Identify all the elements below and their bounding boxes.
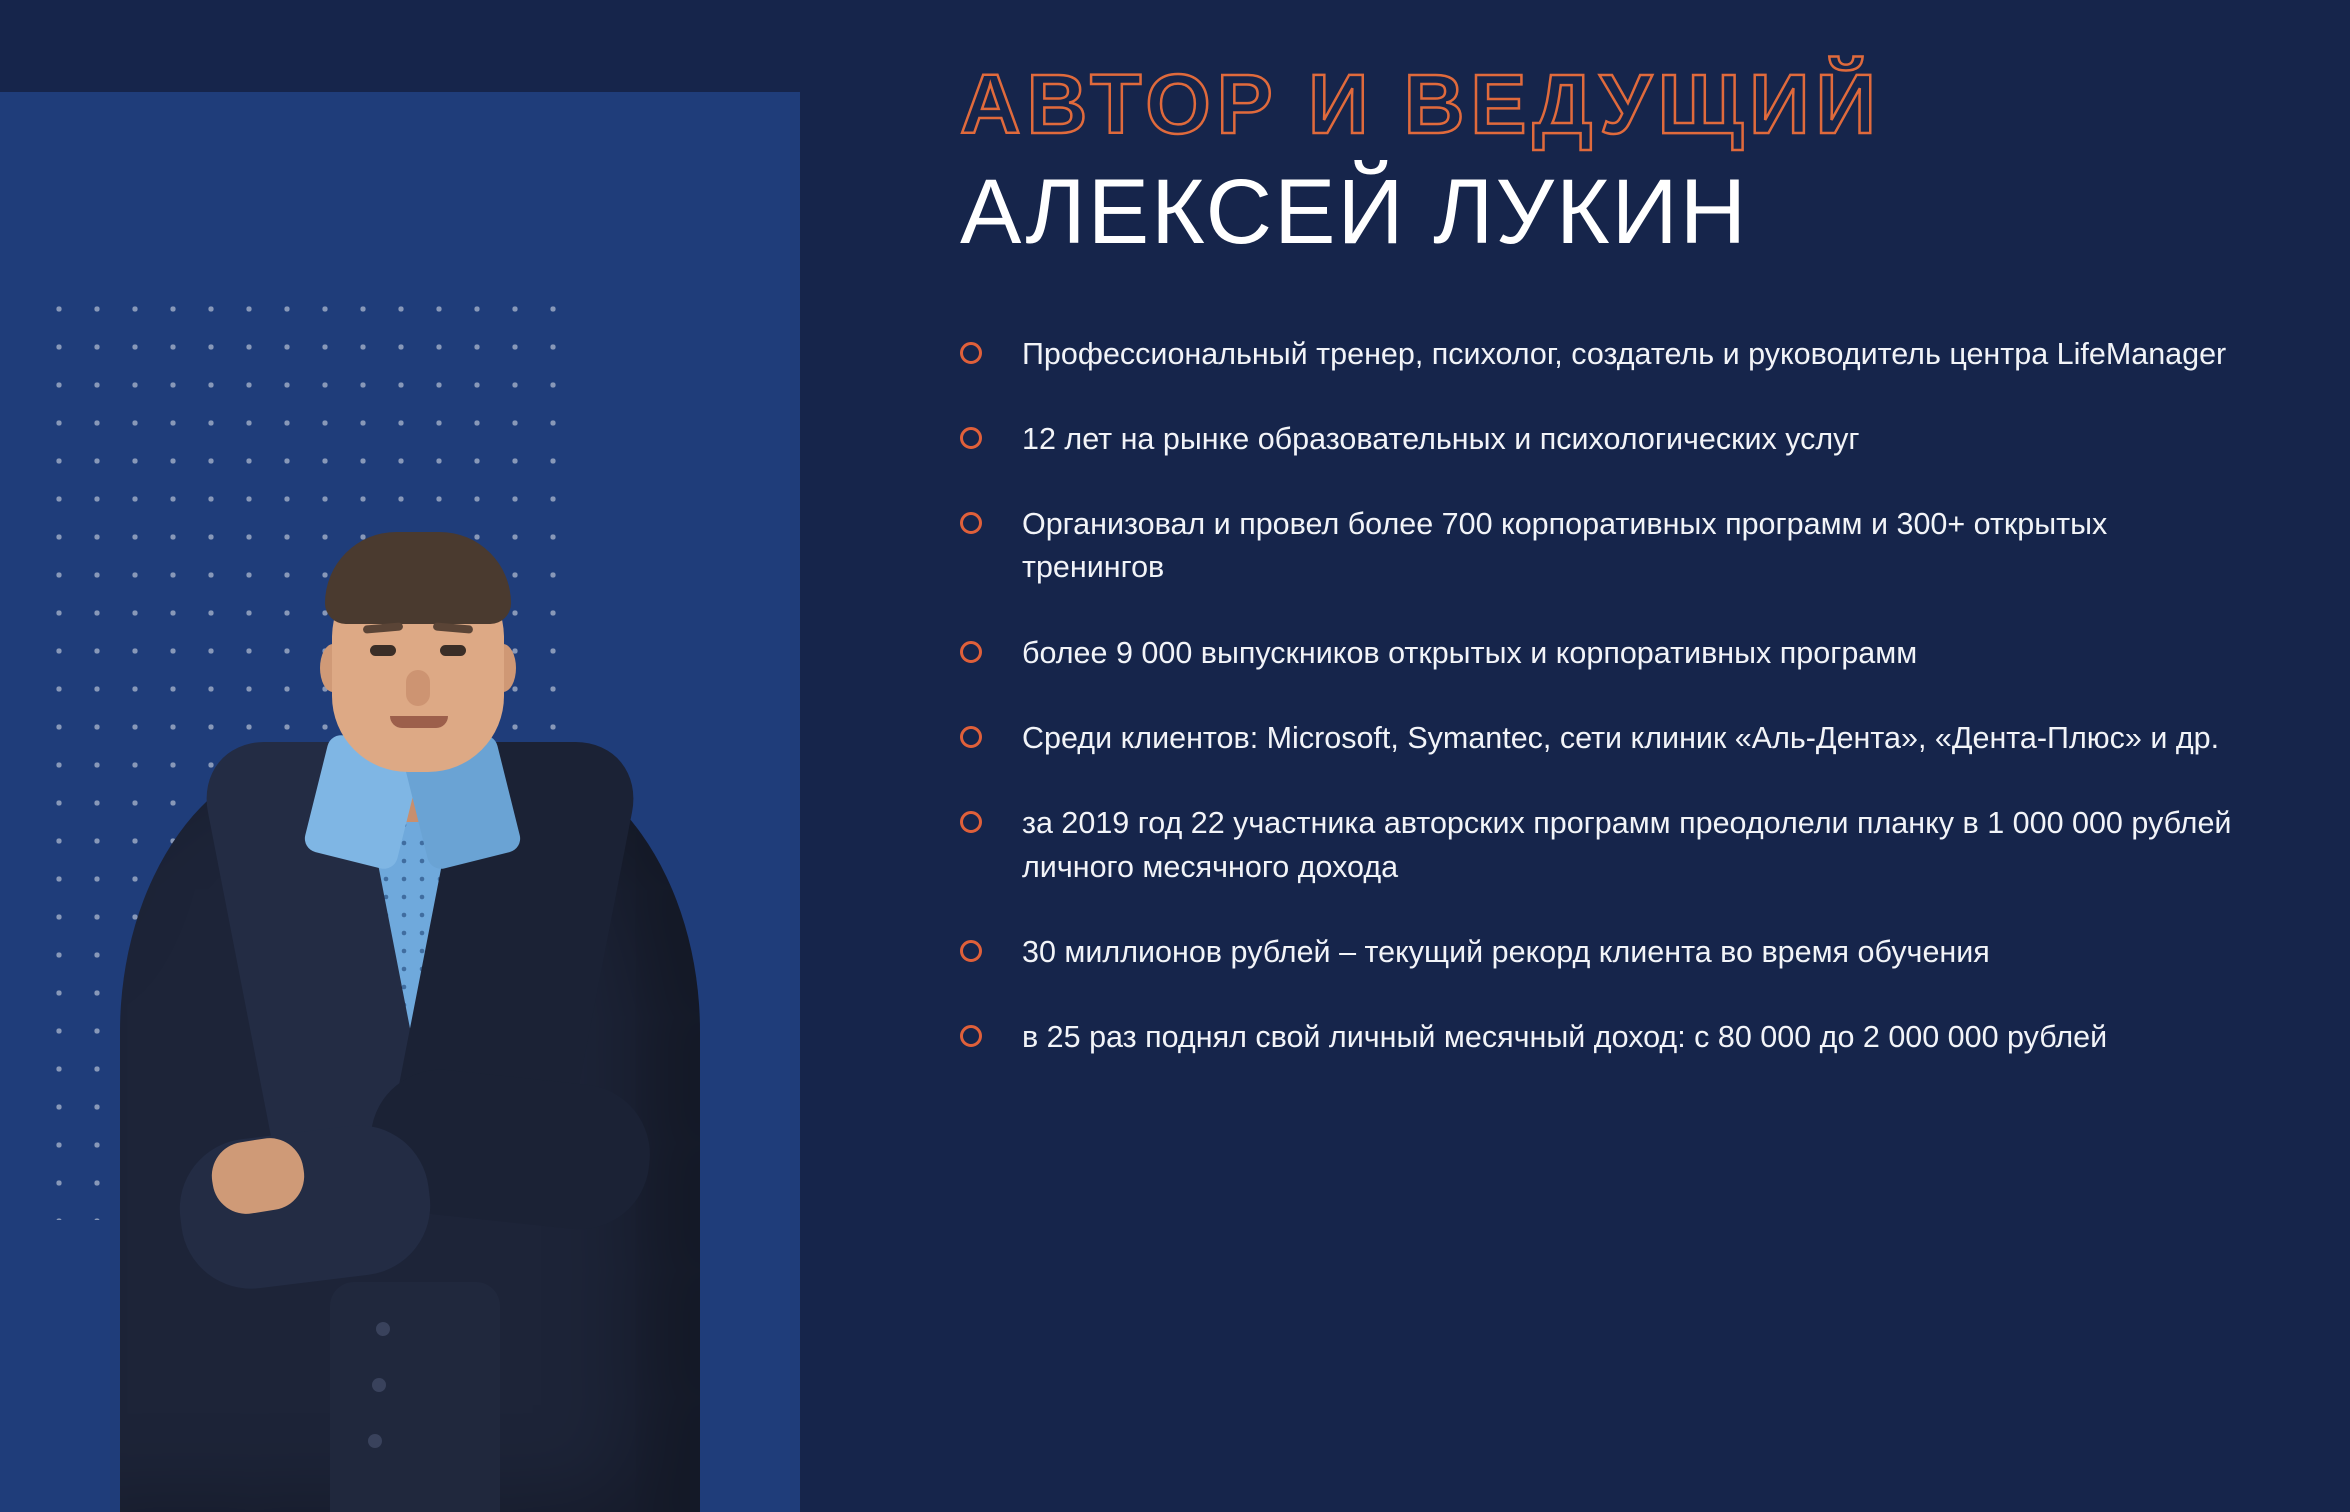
portrait-mouth <box>390 716 448 728</box>
bullet-circle-icon <box>960 427 982 449</box>
portrait-hair <box>325 532 511 624</box>
list-item <box>960 1016 2252 1059</box>
page-title: АЛЕКСЕЙ ЛУКИН <box>960 161 1749 263</box>
list-item-text: 12 лет на рынке образовательных и психологических услуг <box>1022 421 1860 456</box>
bullet-circle-icon <box>960 811 982 833</box>
credentials-list <box>960 333 2290 1060</box>
list-item <box>960 717 2252 760</box>
portrait-vest <box>330 1282 500 1512</box>
list-item <box>960 418 2252 461</box>
list-item-text: Организовал и провел более 700 корпоративных программ и 300+ открытых тренингов <box>1022 507 2108 585</box>
portrait-eye-right <box>440 645 466 656</box>
bullet-circle-icon <box>960 1025 982 1047</box>
portrait-button <box>372 1378 386 1392</box>
portrait-nose <box>406 670 430 706</box>
bullet-circle-icon <box>960 726 982 748</box>
list-item-text: Профессиональный тренер, психолог, создатель и руководитель центра LifeManager <box>1022 336 2227 371</box>
content-column <box>960 0 2290 1512</box>
list-item <box>960 333 2252 376</box>
list-item-text: в 25 раз поднял свой личный месячный доход: с 80 000 до 2 000 000 рублей <box>1022 1020 2108 1055</box>
speaker-portrait <box>120 332 700 1512</box>
bullet-circle-icon <box>960 940 982 962</box>
list-item-text: за 2019 год 22 участника авторских программ преодолели планку в 1 000 000 рублей личного месячного дохода <box>1022 806 2232 884</box>
portrait-button <box>368 1434 382 1448</box>
portrait-button <box>376 1322 390 1336</box>
list-item-text: Среди клиентов: Microsoft, Symantec, сети клиник «Аль-Дента», «Дента-Плюс» и др. <box>1022 721 2220 756</box>
photo-margin-right <box>800 0 905 1512</box>
bullet-circle-icon <box>960 342 982 364</box>
bullet-circle-icon <box>960 512 982 534</box>
photo-panel <box>0 0 905 1512</box>
list-item <box>960 931 2252 974</box>
list-item-text: 30 миллионов рублей – текущий рекорд клиента во время обучения <box>1022 934 1990 969</box>
portrait-eye-left <box>370 645 396 656</box>
list-item <box>960 802 2252 889</box>
list-item <box>960 632 2252 675</box>
photo-margin-top <box>0 0 905 92</box>
list-item-text: более 9 000 выпускников открытых и корпоративных программ <box>1022 635 1918 670</box>
bullet-circle-icon <box>960 641 982 663</box>
kicker-heading: АВТОР И ВЕДУЩИЙ <box>960 57 1882 151</box>
list-item <box>960 503 2252 590</box>
